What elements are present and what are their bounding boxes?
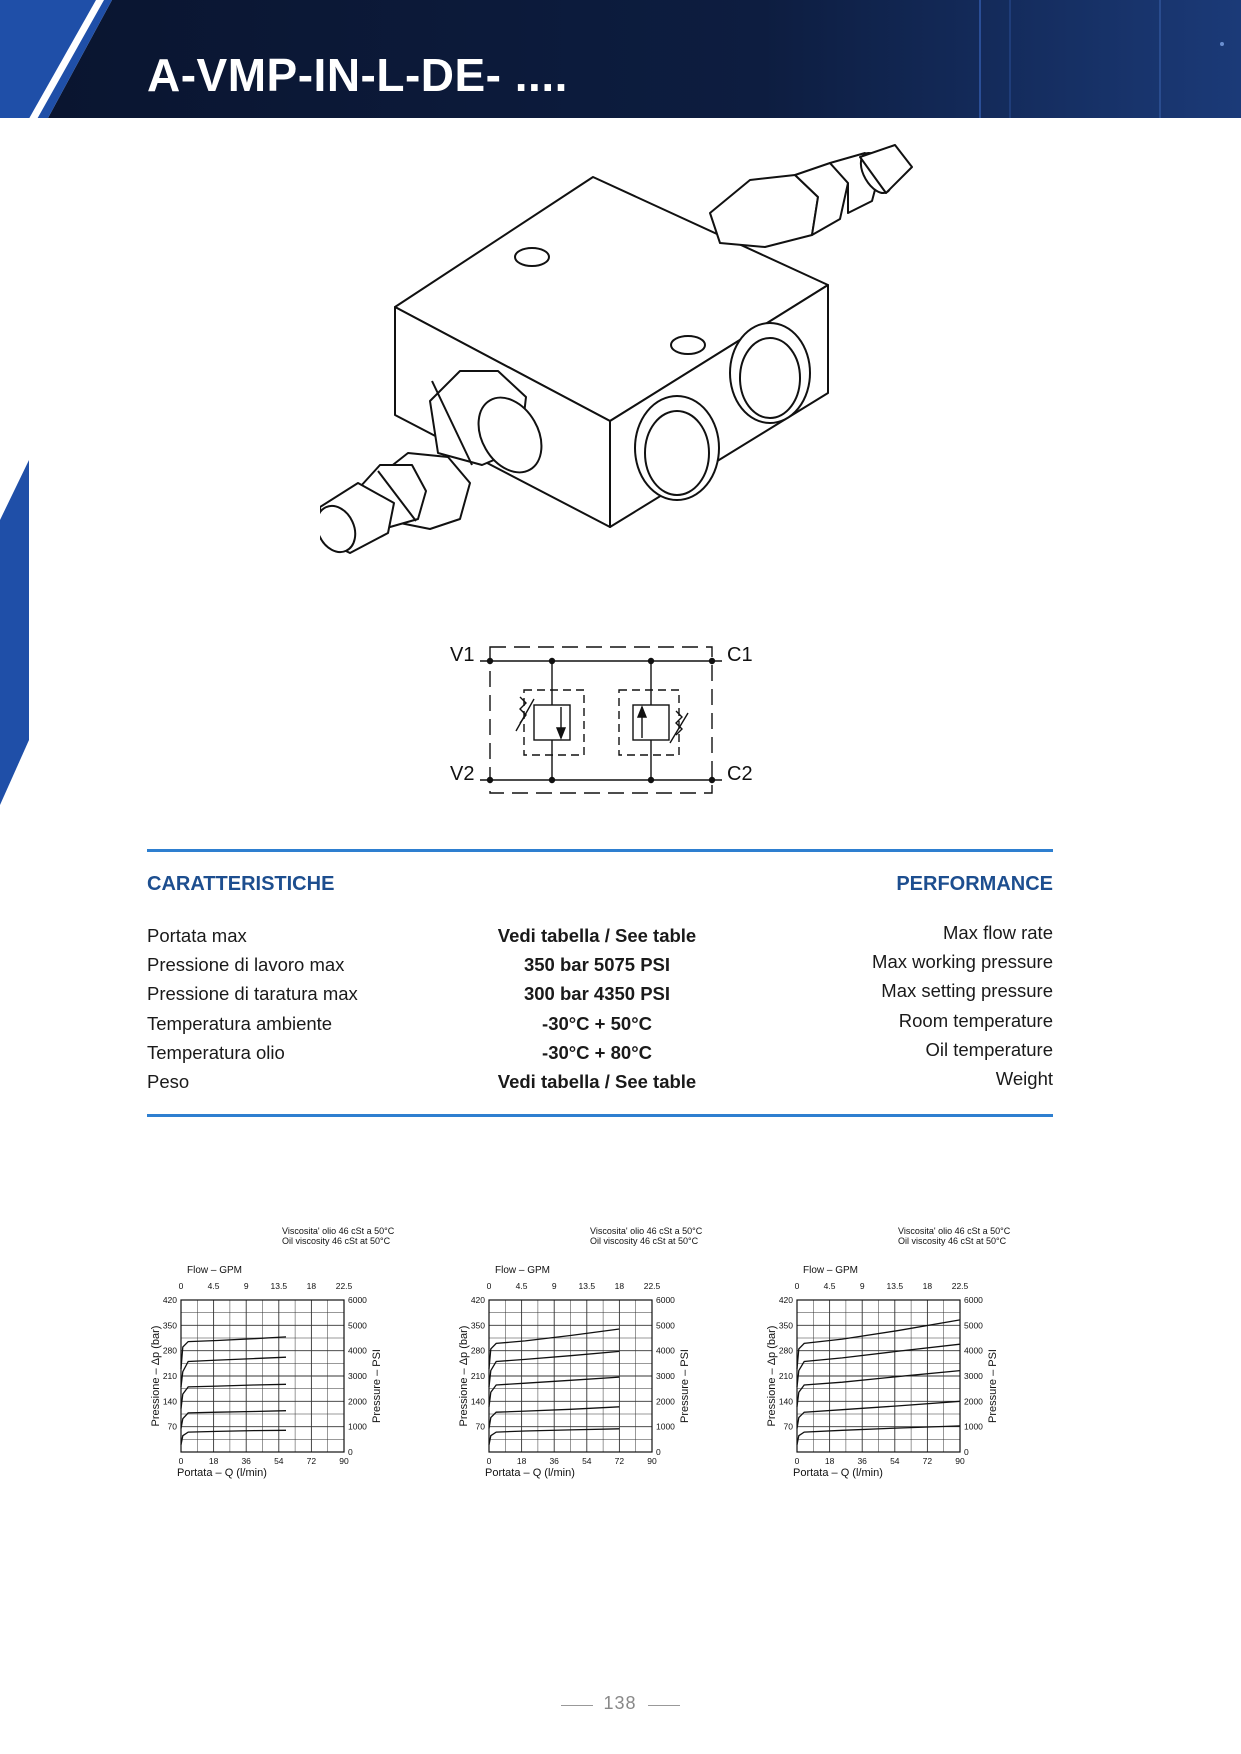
chart-note-it: Viscosita' olio 46 cSt a 50°C [282, 1226, 395, 1236]
y2-tick-label: 4000 [964, 1345, 983, 1356]
top-tick-label: 0 [178, 1281, 184, 1291]
top-tick-label: 4.5 [207, 1281, 220, 1291]
top-tick-label: 9 [551, 1281, 557, 1291]
chart-note-en: Oil viscosity 46 cSt at 50°C [282, 1236, 391, 1246]
y-tick-label: 210 [162, 1371, 177, 1381]
y-tick-label: 140 [778, 1396, 793, 1407]
spec-label-it: Portata max [147, 925, 247, 946]
y-axis-label: Pressione – Δp (bar) [458, 1325, 470, 1427]
x-axis-label: Portata – Q (l/min) [485, 1467, 575, 1479]
y-tick-label: 350 [778, 1320, 793, 1331]
series-line [181, 1357, 286, 1387]
y-tick-label: 210 [778, 1371, 793, 1381]
top-tick-label: 18 [922, 1281, 933, 1291]
y2-tick-label: 5000 [964, 1320, 983, 1331]
y-tick-label: 70 [475, 1421, 485, 1432]
spec-value: -30°C + 80°C [542, 1041, 652, 1063]
x-tick-label: 72 [922, 1456, 933, 1466]
chart-top-axis-label: Flow – GPM [187, 1265, 243, 1276]
spec-row [147, 922, 1053, 951]
spec-row [147, 980, 1053, 1009]
section-rule-bottom [147, 1114, 1053, 1117]
top-tick-label: 22.5 [643, 1281, 661, 1291]
top-tick-label: 18 [306, 1281, 317, 1291]
spec-row [147, 1039, 1053, 1068]
spec-label-en: Room temperature [898, 1009, 1053, 1031]
chart-note-it: Viscosita' olio 46 cSt a 50°C [898, 1226, 1011, 1236]
y-tick-label: 280 [470, 1345, 485, 1356]
top-tick-label: 22.5 [335, 1281, 353, 1291]
y2-tick-label: 3000 [348, 1371, 367, 1381]
y2-axis-label: Pressure – PSI [679, 1349, 691, 1423]
chart-svg [763, 1220, 1063, 1480]
top-tick-label: 4.5 [823, 1281, 836, 1291]
page-number: 138 [603, 1693, 637, 1713]
x-tick-label: 72 [306, 1456, 317, 1466]
spec-row [147, 951, 1053, 980]
x-tick-label: 0 [486, 1456, 492, 1466]
y2-tick-label: 0 [348, 1447, 353, 1457]
y2-tick-label: 5000 [656, 1320, 675, 1331]
y2-tick-label: 0 [964, 1447, 969, 1457]
series-line [181, 1384, 286, 1408]
x-tick-label: 90 [339, 1456, 349, 1466]
y2-tick-label: 2000 [348, 1396, 367, 1407]
x-axis-label: Portata – Q (l/min) [793, 1467, 883, 1479]
y-tick-label: 140 [470, 1396, 485, 1407]
y2-tick-label: 3000 [964, 1371, 983, 1381]
top-tick-label: 0 [486, 1281, 492, 1291]
port-label-v2: V2 [450, 763, 475, 785]
series-line [181, 1337, 286, 1369]
series-line [181, 1430, 286, 1445]
x-tick-label: 90 [955, 1456, 965, 1466]
x-axis-label: Portata – Q (l/min) [177, 1467, 267, 1479]
y2-tick-label: 5000 [348, 1320, 367, 1331]
y2-tick-label: 0 [656, 1447, 661, 1457]
y-tick-label: 420 [778, 1295, 793, 1305]
spec-row [147, 1068, 1053, 1097]
y2-tick-label: 4000 [656, 1345, 675, 1356]
x-tick-label: 0 [794, 1456, 800, 1466]
spec-label-it: Temperatura olio [147, 1041, 285, 1063]
top-tick-label: 13.5 [886, 1281, 904, 1291]
y-axis-label: Pressione – Δp (bar) [766, 1325, 778, 1427]
spec-label-it: Temperatura ambiente [147, 1012, 333, 1034]
chart-note-en: Oil viscosity 46 cSt at 50°C [590, 1236, 699, 1246]
top-tick-label: 9 [243, 1281, 249, 1291]
spec-label-it: Pressione di taratura max [147, 983, 358, 1005]
x-tick-label: 36 [857, 1456, 867, 1466]
page-number-rule-right [648, 1705, 680, 1706]
top-tick-label: 22.5 [951, 1281, 969, 1291]
spec-value: 300 bar 4350 PSI [523, 983, 671, 1005]
spec-label-en: Max flow rate [942, 922, 1053, 943]
section-rule-top [147, 849, 1053, 852]
spec-label-en: Oil temperature [925, 1038, 1053, 1060]
y2-tick-label: 6000 [964, 1295, 983, 1305]
chart-top-axis-label: Flow – GPM [495, 1265, 551, 1276]
chart-svg [147, 1220, 447, 1480]
x-tick-label: 72 [614, 1456, 625, 1466]
y-tick-label: 350 [162, 1320, 177, 1331]
y2-axis-label: Pressure – PSI [987, 1349, 999, 1423]
y2-tick-label: 6000 [656, 1295, 675, 1305]
y-axis-label: Pressione – Δp (bar) [150, 1325, 162, 1427]
x-tick-label: 0 [178, 1456, 184, 1466]
y-tick-label: 70 [783, 1421, 793, 1432]
spec-value: 350 bar 5075 PSI [523, 954, 671, 976]
y2-tick-label: 2000 [656, 1396, 675, 1407]
spec-value: Vedi tabella / See table [497, 925, 697, 946]
top-tick-label: 18 [614, 1281, 625, 1291]
y-tick-label: 210 [470, 1371, 485, 1381]
specs-table [147, 922, 1053, 1097]
x-tick-label: 54 [274, 1456, 284, 1466]
x-tick-label: 36 [241, 1456, 251, 1466]
y-tick-label: 420 [470, 1295, 485, 1305]
chart-top-axis-label: Flow – GPM [803, 1265, 859, 1276]
y2-tick-label: 2000 [964, 1396, 983, 1407]
chart-note-it: Viscosita' olio 46 cSt a 50°C [590, 1226, 703, 1236]
y-tick-label: 280 [778, 1345, 793, 1356]
y2-tick-label: 6000 [348, 1295, 367, 1305]
x-tick-label: 18 [516, 1456, 527, 1466]
spec-label-it: Pressione di lavoro max [147, 954, 345, 976]
chart-svg [455, 1220, 755, 1480]
y2-axis-label: Pressure – PSI [371, 1349, 383, 1423]
top-tick-label: 4.5 [515, 1281, 528, 1291]
x-tick-label: 54 [890, 1456, 900, 1466]
y-tick-label: 280 [162, 1345, 177, 1356]
x-tick-label: 54 [582, 1456, 592, 1466]
x-tick-label: 36 [549, 1456, 559, 1466]
y-tick-label: 350 [470, 1320, 485, 1331]
hydraulic-schematic [440, 635, 770, 805]
pressure-flow-chart-3 [763, 1220, 1063, 1480]
spec-label-it: Peso [147, 1070, 190, 1092]
pressure-flow-chart-1 [147, 1220, 447, 1480]
port-label-v1: V1 [450, 644, 475, 666]
y2-tick-label: 1000 [348, 1421, 367, 1432]
x-tick-label: 18 [824, 1456, 835, 1466]
spec-row [147, 1010, 1053, 1039]
port-label-c2: C2 [727, 763, 753, 785]
spec-label-en: Max working pressure [872, 951, 1053, 973]
spec-value: -30°C + 50°C [542, 1012, 652, 1034]
side-accent-band [0, 460, 40, 820]
spec-label-en: Max setting pressure [881, 980, 1053, 1002]
specs-heading-it: CARATTERISTICHE [147, 873, 335, 895]
valve-illustration [320, 135, 920, 575]
y-tick-label: 140 [162, 1396, 177, 1407]
top-tick-label: 9 [859, 1281, 865, 1291]
spec-value: Vedi tabella / See table [497, 1070, 697, 1092]
port-label-c1: C1 [727, 644, 753, 666]
y2-tick-label: 3000 [656, 1371, 675, 1381]
specs-heading-en: PERFORMANCE [896, 873, 1053, 895]
pressure-flow-chart-2 [455, 1220, 755, 1480]
y2-tick-label: 4000 [348, 1345, 367, 1356]
chart-note-en: Oil viscosity 46 cSt at 50°C [898, 1236, 1007, 1246]
page-title: A-VMP-IN-L-DE- .... [147, 49, 568, 101]
spec-label-en: Weight [995, 1067, 1053, 1089]
x-tick-label: 90 [647, 1456, 657, 1466]
top-tick-label: 0 [794, 1281, 800, 1291]
series-line [181, 1411, 286, 1429]
y2-tick-label: 1000 [964, 1421, 983, 1432]
top-tick-label: 13.5 [270, 1281, 288, 1291]
x-tick-label: 18 [208, 1456, 219, 1466]
y2-tick-label: 1000 [656, 1421, 675, 1432]
y-tick-label: 70 [167, 1421, 177, 1432]
y-tick-label: 420 [162, 1295, 177, 1305]
top-tick-label: 13.5 [578, 1281, 596, 1291]
